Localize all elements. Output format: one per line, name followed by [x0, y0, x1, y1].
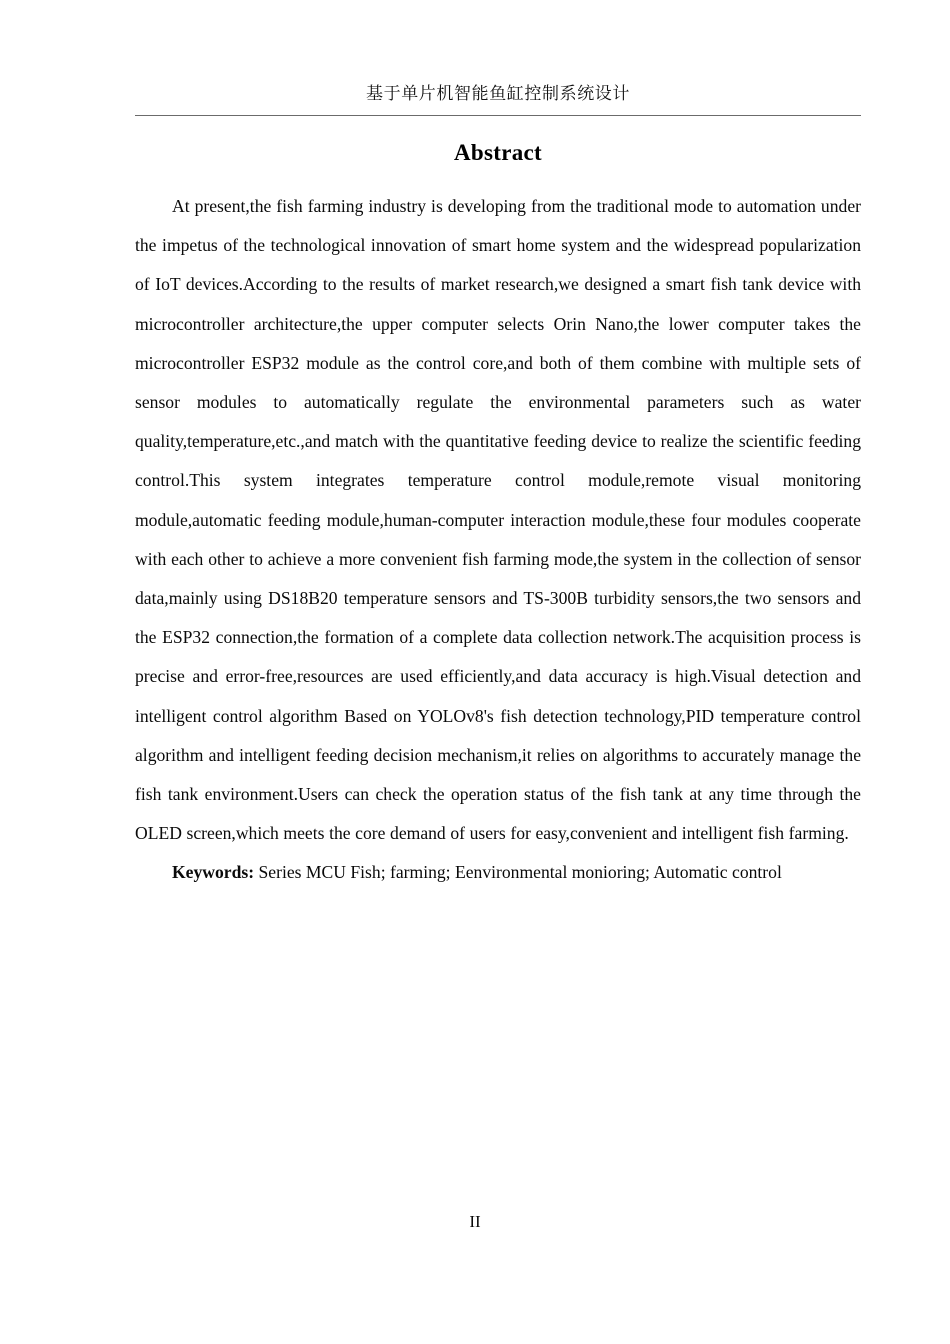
abstract-body-paragraph: At present,the fish farming industry is developing from the traditional mode to automation under the impetus of the technological innovation of smart home system and the widespread popularization of IoT devices.According to the results of market research,we designed a smart fish tank device with microcontroller architecture,the upper computer selects Orin Nano,the lower computer takes the microcontroller ESP32 module as the control core,and both of them combine with multiple sets of sensor modules to automatically regulate the environmental parameters such as water quality,temperature,etc.,and match with the quantitative feeding device to realize the scientific feeding control.This system integrates temperature control module,remote visual monitoring module,automatic feeding module,human-computer interaction module,these four modules cooperate with each other to achieve a more convenient fish farming mode,the system in the collection of sensor data,mainly using DS18B20 temperature sensors and TS-300B turbidity sensors,the two sensors and the ESP32 connection,the formation of a complete data collection network.The acquisition process is precise and error-free,resources are used efficiently,and data accuracy is high.Visual detection and intelligent control algorithm Based on YOLOv8's fish detection technology,PID temperature control algorithm and intelligent feeding decision mechanism,it relies on algorithms to accurately manage the fish tank environment.Users can check the operation status of the fish tank at any time through the OLED screen,which meets the core demand of users for easy,convenient and intelligent fish farming. [135, 195, 861, 844]
keywords-line [135, 853, 861, 892]
running-header: 基于单片机智能鱼缸控制系统设计 [366, 84, 630, 103]
page-number: II [469, 1212, 481, 1231]
page-title: Abstract [454, 139, 542, 165]
keywords-value: Series MCU Fish; farming; Eenvironmental monioring; Automatic control [258, 862, 782, 883]
keywords-label: Keywords: [172, 862, 255, 883]
header-divider [135, 115, 861, 116]
page-content-area [135, 0, 861, 893]
